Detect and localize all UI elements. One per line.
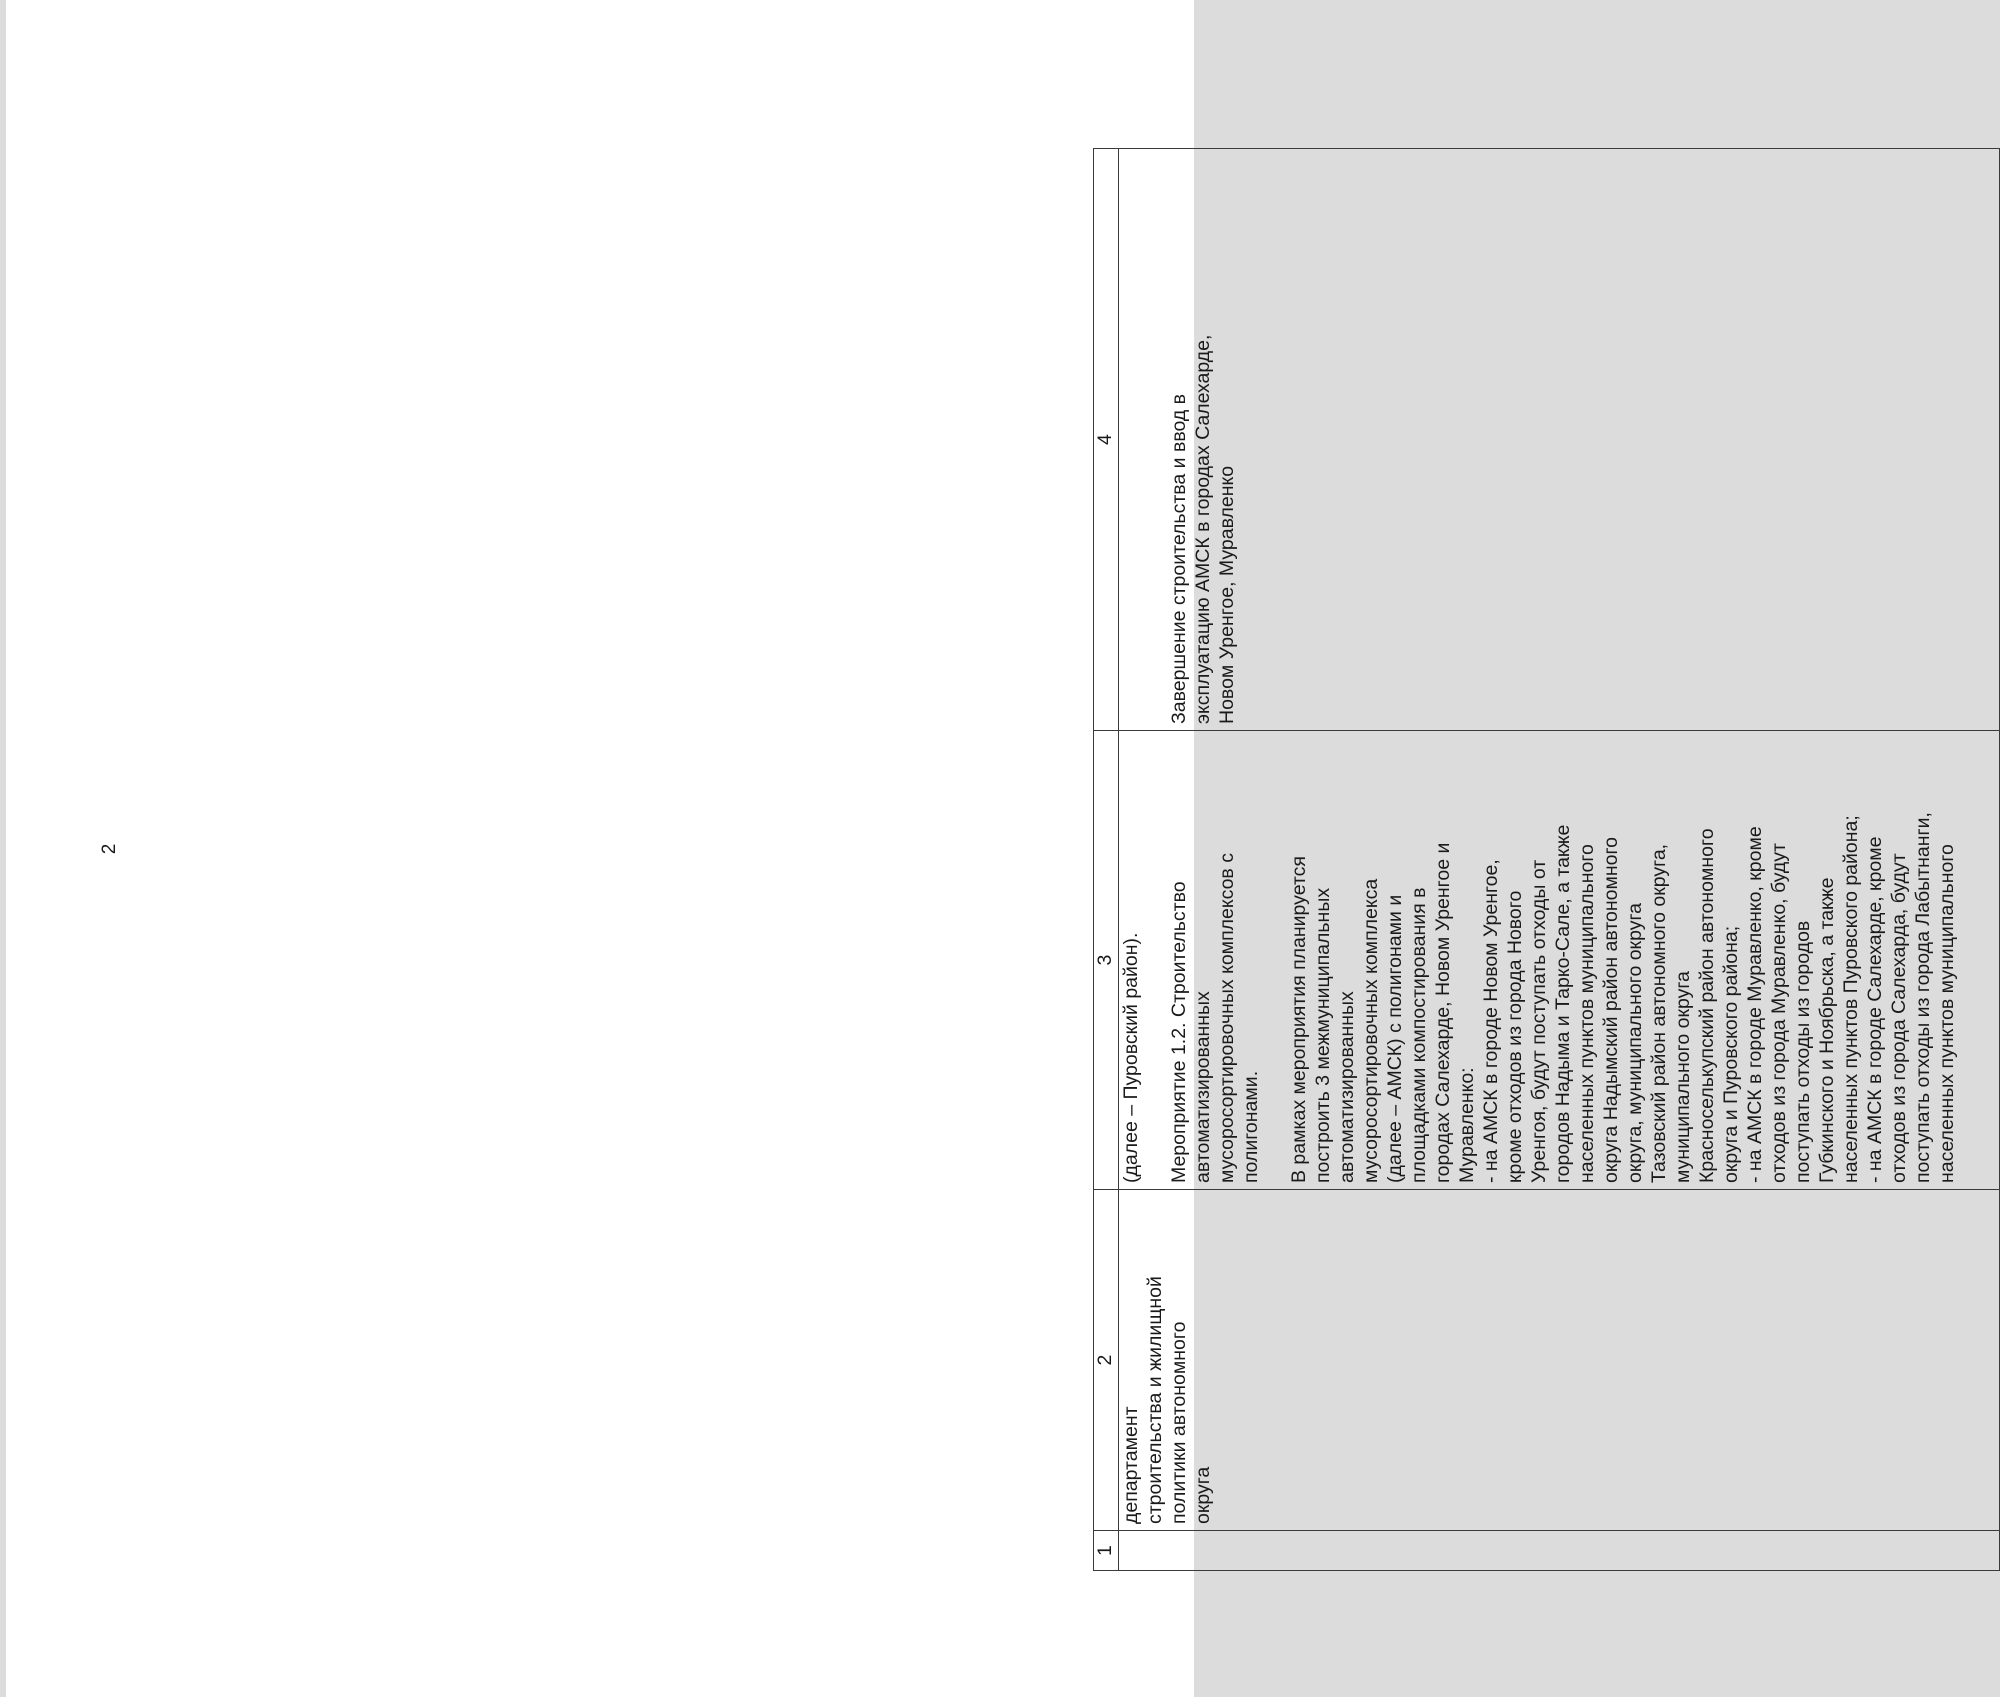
responsible-department: департамент строительства и жилищной политики автономного округа [1120,1276,1214,1524]
measure-intro: (далее – Пуровский район). [1120,932,1142,1183]
measure-details: В рамках мероприятия планируется построить 3 межмуниципальных автоматизированных мусоросортировочных комплекса (далее – АМСК) с полигонами и площадками компостирования в городах Салехарде, Новом Уренгое и Муравленко: - на АМСК в городе Новом Уренгое, кроме отходов из города Нового Уренгоя, будут поступать отходы от городов Надыма и Тарко-Сале, а также населенных пунктов муниципального округа Надымский район автономного округа, муниципального округа Тазовский район автономного округа, муниципального округа Красноселькупский район автономного округа и Пуровского района; - на АМСК в городе Муравленко, кроме отходов из города Муравленко, будут поступать отходы из городов Губкинского и Ноябрьска, а также населенных пунктов Пуровского района; - на АМСК в городе Салехарде, кроме отходов из города Салехарда, будут поступать отходы из города Лабытнанги, населенных пунктов муниципального [1288,812,1958,1183]
cell-responsible [1119,1190,2000,1531]
header-cell-2: 2 [1094,1190,1119,1531]
table-row [1119,149,2000,1571]
header-cell-1: 1 [1094,1531,1119,1571]
cell-result [1119,149,2000,731]
header-cell-3: 3 [1094,731,1119,1190]
rotated-table-wrapper [1093,149,1999,1571]
table-header-row [1094,149,1119,1571]
cell-measure [1119,731,2000,1190]
cell-col1 [1119,1531,2000,1571]
header-cell-4: 4 [1094,149,1119,731]
document-page [6,0,1958,1697]
program-table [1093,148,2000,1571]
expected-result: Завершение строительства и ввод в эксплуатацию АМСК в городах Салехарде, Новом Уренгое, Муравленко [1168,334,1238,724]
page-number: 2 [99,843,120,855]
measure-title: Мероприятие 1.2. Строительство автоматизированных мусоросортировочных комплексов с полигонами. [1168,853,1262,1183]
